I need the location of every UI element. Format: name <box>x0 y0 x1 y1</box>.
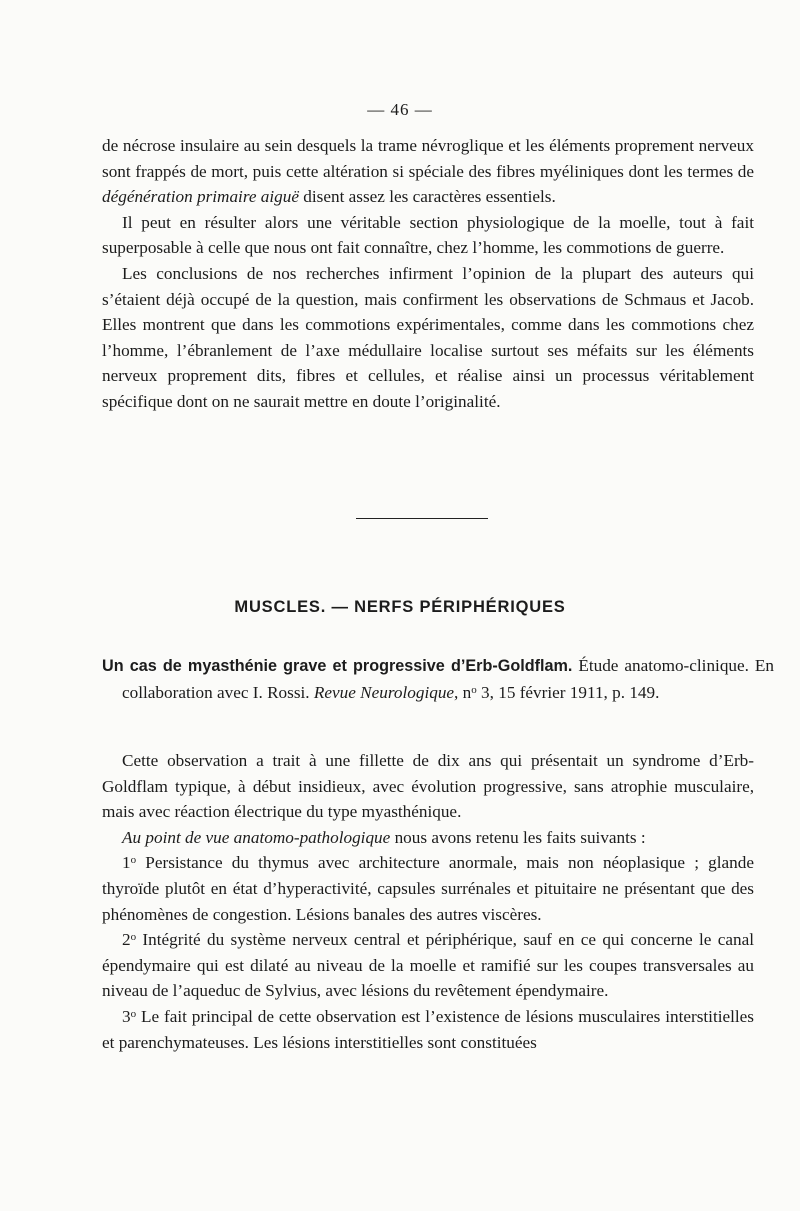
paragraph-text: nous avons retenu les faits suivants : <box>390 827 646 847</box>
section-heading: MUSCLES. — NERFS PÉRIPHÉRIQUES <box>234 598 566 616</box>
paragraph <box>102 1004 754 1055</box>
paragraph-text: Le fait principal de cette observation est l’existence de lésions musculaires interstitielles et parenchymateuses. Les lésions interstitielles sont constituées <box>102 1006 754 1052</box>
body-text <box>102 748 754 1055</box>
superscript: o <box>130 854 137 867</box>
intro-text <box>102 133 754 415</box>
paragraph-text: de nécrose insulaire au sein desquels la trame névroglique et les éléments proprement nerveux sont frappés de mort, puis cette altération si spéciale des fibres myéliniques dont les termes de <box>102 136 754 181</box>
paragraph-text: Persistance du thymus avec architecture anormale, mais non néoplasique ; glande thyroïde plutôt en état d’hyperactivité, capsules surrénales et pituitaire ne présentant que des phénomènes de congestion. Lésions banales des autres viscères. <box>102 853 754 924</box>
bibliographic-entry <box>102 653 774 705</box>
list-number: 2 <box>122 930 131 950</box>
page-number: — 46 — <box>367 100 433 119</box>
list-number: 3 <box>122 1006 131 1026</box>
paragraph-text: disent assez les caractères essentiels. <box>299 187 556 207</box>
journal-name: Revue Neurologique <box>313 682 455 702</box>
list-number: 1 <box>122 853 131 873</box>
entry-details: 3, 15 février 1911, p. 149. <box>476 682 660 702</box>
superscript: o <box>130 931 137 944</box>
section-divider <box>356 518 488 519</box>
emphasis-text: dégénération primaire aiguë <box>102 187 299 207</box>
paragraph <box>102 850 754 927</box>
entry-details: Étude anatomo-clinique. En collaboration avec I. Rossi. <box>122 656 774 702</box>
superscript: o <box>130 1007 137 1020</box>
paragraph <box>102 927 754 1004</box>
emphasis-text: Au point de vue anatomo-pathologique <box>122 827 391 847</box>
entry-title: Un cas de myasthénie grave et progressive d’Erb-Goldflam. <box>102 657 573 675</box>
entry-details: , n <box>454 682 472 702</box>
superscript: o <box>471 683 477 696</box>
paragraph: Les conclusions de nos recherches infirment l’opinion de la plupart des auteurs qui s’étaient déjà occupé de la question, mais confirment les observations de Schmaus et Jacob. Elles montrent que dans les commotions expérimentales, comme dans les commotions chez l’homme, l’ébranlement de l’axe médullaire localise surtout ses méfaits sur les éléments nerveux proprement dits, fibres et cellules, et réalise ainsi un processus véritablement spécifique dont on ne saurait mettre en doute l’originalité. <box>102 263 754 411</box>
paragraph: Il peut en résulter alors une véritable section physiologique de la moelle, tout à fait superposable à celle que nous ont fait connaître, chez l’homme, les commotions de guerre. <box>102 212 754 258</box>
paragraph <box>102 133 754 210</box>
paragraph-text: Intégrité du système nerveux central et périphérique, sauf en ce qui concerne le canal épendymaire qui est dilaté au niveau de la moelle et ramifié sur les coupes transversales au niveau de l’aqueduc de Sylvius, avec lésions du revêtement épendymaire. <box>102 930 754 1001</box>
paragraph <box>102 825 754 851</box>
paragraph: Cette observation a trait à une fillette de dix ans qui présentait un syndrome d’Erb-Goldflam typique, à début insidieux, avec évolution progressive, sans atrophie musculaire, mais avec réaction électrique du type myasthénique. <box>102 751 754 822</box>
